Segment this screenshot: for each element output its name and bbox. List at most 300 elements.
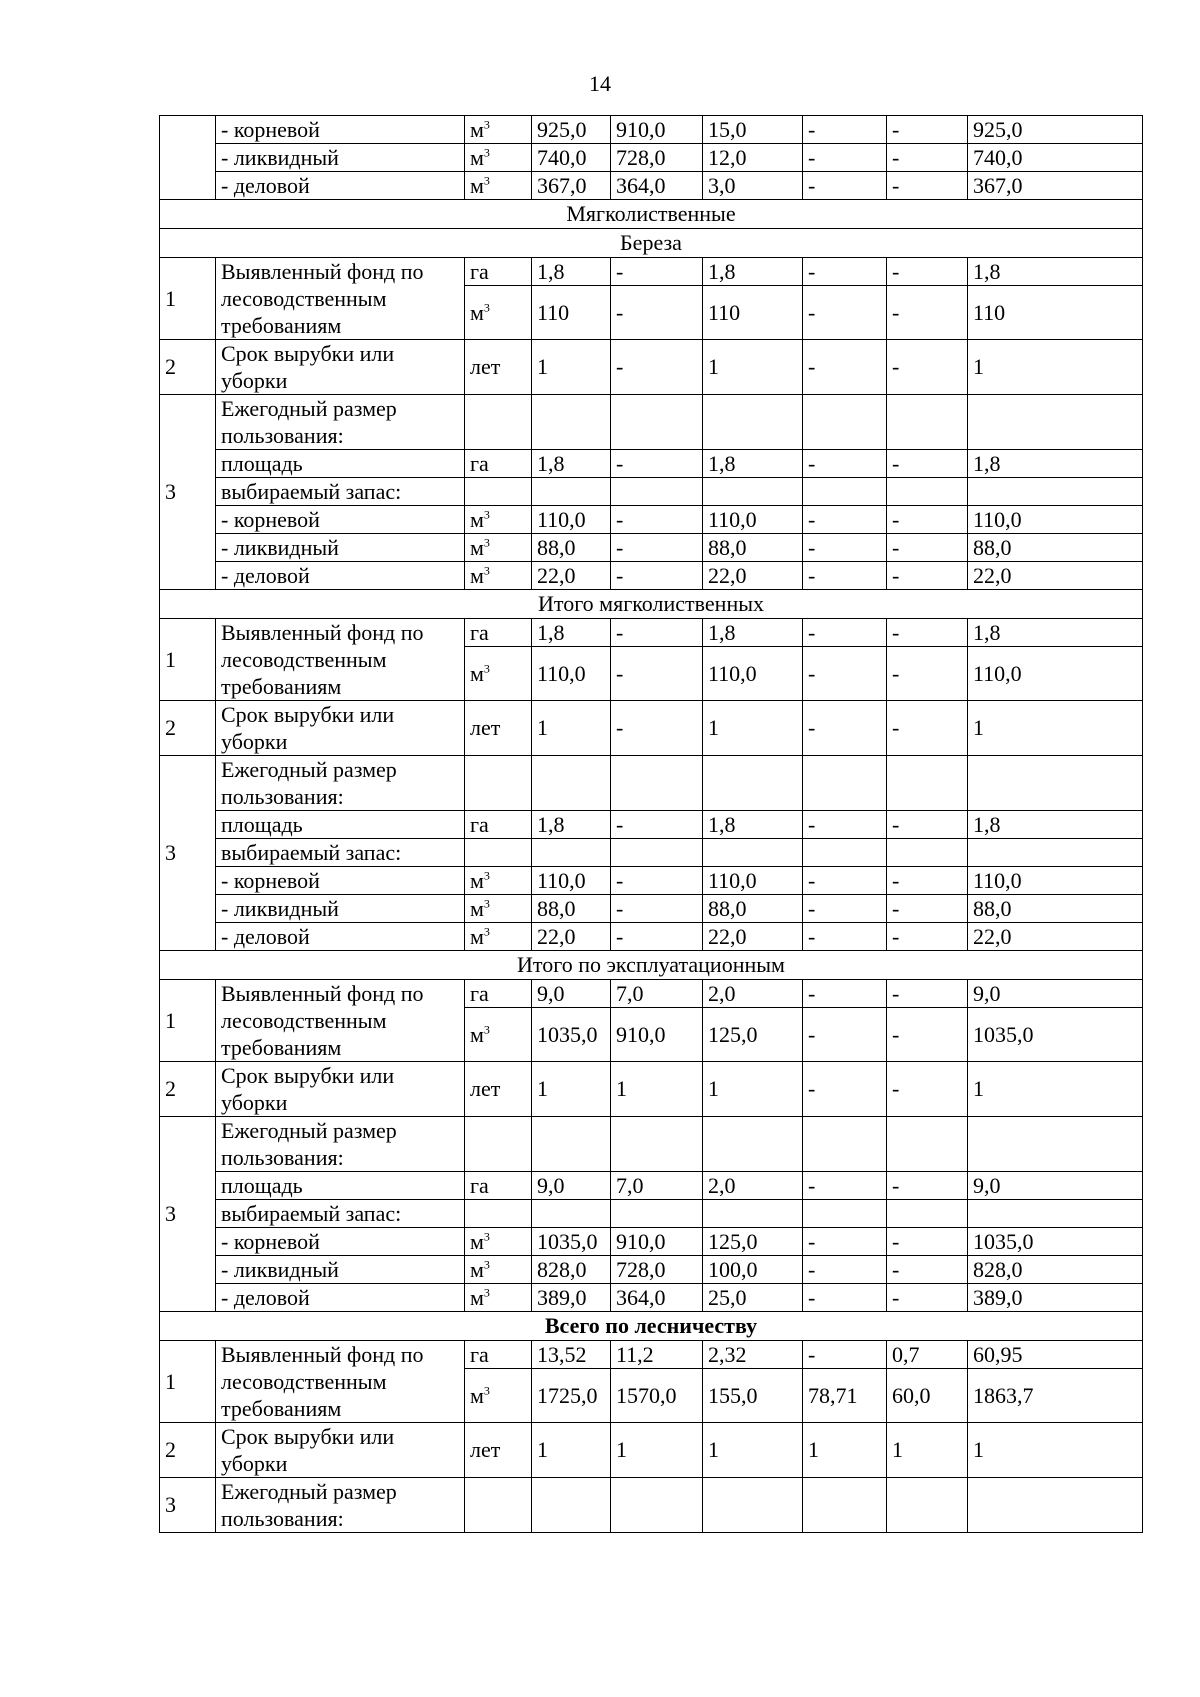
value-cell: 1 [532, 1062, 611, 1117]
value-cell: - [803, 144, 887, 172]
value-cell: 1,8 [532, 258, 611, 286]
table-row [160, 144, 1143, 172]
index-cell: 3 [160, 1117, 216, 1312]
empty-cell [887, 756, 968, 811]
label-cell: - деловой [216, 172, 465, 200]
empty-cell [532, 839, 611, 867]
value-cell: 728,0 [611, 1256, 703, 1284]
value-cell: 2,0 [703, 980, 803, 1008]
value-cell: 22,0 [703, 923, 803, 951]
value-cell: - [611, 923, 703, 951]
value-cell: 828,0 [968, 1256, 1143, 1284]
table-row [160, 1341, 1143, 1369]
value-cell: - [803, 172, 887, 200]
unit-cell: га [465, 1172, 532, 1200]
value-cell: 1,8 [968, 258, 1143, 286]
empty-cell [803, 1478, 887, 1533]
section-heading: Итого по эксплуатационным [160, 951, 1143, 980]
value-cell: - [887, 258, 968, 286]
unit-cell: лет [465, 1423, 532, 1478]
value-cell: 1,8 [968, 450, 1143, 478]
empty-cell [465, 478, 532, 506]
value-cell: 110,0 [532, 506, 611, 534]
forest-use-table [159, 115, 1143, 1533]
value-cell: - [803, 619, 887, 647]
unit-cell: $м^3$ [465, 534, 532, 562]
empty-cell [968, 756, 1143, 811]
table-row [160, 923, 1143, 951]
table-row [160, 980, 1143, 1008]
value-cell: 1 [887, 1423, 968, 1478]
value-cell: 9,0 [968, 1172, 1143, 1200]
empty-cell [465, 395, 532, 450]
index-cell: 3 [160, 395, 216, 590]
value-cell: 9,0 [532, 980, 611, 1008]
label-cell: - корневой [216, 1228, 465, 1256]
table-row [160, 395, 1143, 450]
value-cell: 9,0 [532, 1172, 611, 1200]
empty-cell [703, 395, 803, 450]
value-cell: 0,7 [887, 1341, 968, 1369]
value-cell: 110,0 [703, 647, 803, 701]
value-cell: 22,0 [532, 923, 611, 951]
value-cell: 367,0 [532, 172, 611, 200]
label-cell: - корневой [216, 867, 465, 895]
value-cell: 925,0 [532, 116, 611, 144]
value-cell: - [611, 647, 703, 701]
unit-cell: $м^3$ [465, 867, 532, 895]
value-cell: 1,8 [532, 811, 611, 839]
value-cell: - [803, 1341, 887, 1369]
label-cell: Выявленный фонд по лесоводственным требованиям [216, 980, 465, 1062]
label-cell: площадь [216, 1172, 465, 1200]
section-heading: Всего по лесничеству [160, 1312, 1143, 1341]
value-cell: - [611, 340, 703, 395]
table-row [160, 258, 1143, 286]
value-cell: - [887, 562, 968, 590]
empty-cell [611, 839, 703, 867]
value-cell: - [803, 258, 887, 286]
value-cell: - [611, 258, 703, 286]
empty-cell [703, 756, 803, 811]
value-cell: - [887, 450, 968, 478]
value-cell: 364,0 [611, 1284, 703, 1312]
value-cell: 1 [968, 1062, 1143, 1117]
value-cell: - [887, 1228, 968, 1256]
value-cell: - [611, 562, 703, 590]
value-cell: 1725,0 [532, 1369, 611, 1423]
page-number: 14 [589, 71, 611, 96]
empty-cell [703, 1117, 803, 1172]
value-cell: 110,0 [532, 647, 611, 701]
value-cell: 1,8 [532, 619, 611, 647]
value-cell: - [803, 1256, 887, 1284]
unit-cell: га [465, 811, 532, 839]
unit-cell: лет [465, 340, 532, 395]
label-cell: Срок вырубки или уборки [216, 1423, 465, 1478]
table-row [160, 1478, 1143, 1533]
value-cell: 15,0 [703, 116, 803, 144]
value-cell: 110,0 [703, 506, 803, 534]
empty-cell [703, 1200, 803, 1228]
value-cell: 1,8 [703, 258, 803, 286]
value-cell: 1 [968, 340, 1143, 395]
section-heading: Береза [160, 229, 1143, 258]
value-cell: - [887, 895, 968, 923]
table-row [160, 811, 1143, 839]
label-cell: Срок вырубки или уборки [216, 1062, 465, 1117]
value-cell: - [803, 923, 887, 951]
value-cell: 1 [532, 340, 611, 395]
unit-cell: $м^3$ [465, 116, 532, 144]
table-row [160, 1172, 1143, 1200]
value-cell: - [803, 1284, 887, 1312]
value-cell: 1,8 [703, 450, 803, 478]
value-cell: 110 [532, 286, 611, 340]
empty-cell [968, 839, 1143, 867]
value-cell: - [803, 286, 887, 340]
value-cell: - [887, 1256, 968, 1284]
label-cell: Срок вырубки или уборки [216, 701, 465, 756]
empty-cell [465, 1117, 532, 1172]
value-cell: 1,8 [703, 619, 803, 647]
value-cell: 110 [968, 286, 1143, 340]
empty-cell [611, 1200, 703, 1228]
value-cell: 389,0 [532, 1284, 611, 1312]
table-row [160, 506, 1143, 534]
value-cell: 110,0 [703, 867, 803, 895]
value-cell: - [803, 340, 887, 395]
value-cell: 1 [968, 701, 1143, 756]
index-cell: 2 [160, 701, 216, 756]
value-cell: - [611, 286, 703, 340]
value-cell: 740,0 [532, 144, 611, 172]
value-cell: 910,0 [611, 116, 703, 144]
value-cell: 1 [803, 1423, 887, 1478]
empty-cell [465, 756, 532, 811]
value-cell: 1 [703, 1062, 803, 1117]
empty-cell [532, 478, 611, 506]
value-cell: - [611, 811, 703, 839]
value-cell: 9,0 [968, 980, 1143, 1008]
label-cell: Выявленный фонд по лесоводственным требованиям [216, 258, 465, 340]
empty-cell [465, 1200, 532, 1228]
value-cell: 728,0 [611, 144, 703, 172]
empty-cell [703, 839, 803, 867]
table-row [160, 1200, 1143, 1228]
value-cell: 12,0 [703, 144, 803, 172]
unit-cell: $м^3$ [465, 144, 532, 172]
value-cell: 1,8 [532, 450, 611, 478]
value-cell: 110,0 [532, 867, 611, 895]
empty-cell [803, 839, 887, 867]
value-cell: 2,32 [703, 1341, 803, 1369]
value-cell: - [611, 450, 703, 478]
value-cell: - [803, 450, 887, 478]
unit-cell: $м^3$ [465, 286, 532, 340]
table-row [160, 895, 1143, 923]
unit-cell: га [465, 619, 532, 647]
value-cell: 3,0 [703, 172, 803, 200]
label-cell: - деловой [216, 562, 465, 590]
table-row [160, 340, 1143, 395]
empty-cell [803, 1117, 887, 1172]
empty-cell [611, 1117, 703, 1172]
unit-cell: лет [465, 701, 532, 756]
empty-cell [803, 756, 887, 811]
table-row [160, 701, 1143, 756]
value-cell: - [887, 980, 968, 1008]
empty-cell [611, 395, 703, 450]
index-cell: 1 [160, 258, 216, 340]
value-cell: - [803, 811, 887, 839]
value-cell: 1 [703, 701, 803, 756]
empty-cell [532, 1117, 611, 1172]
value-cell: 1863,7 [968, 1369, 1143, 1423]
index-cell [160, 116, 216, 200]
value-cell: - [611, 534, 703, 562]
empty-cell [887, 1478, 968, 1533]
empty-cell [611, 478, 703, 506]
label-cell: Срок вырубки или уборки [216, 340, 465, 395]
value-cell: 155,0 [703, 1369, 803, 1423]
value-cell: - [803, 867, 887, 895]
unit-cell: $м^3$ [465, 1008, 532, 1062]
label-cell: - деловой [216, 1284, 465, 1312]
value-cell: 828,0 [532, 1256, 611, 1284]
label-cell: выбираемый запас: [216, 478, 465, 506]
value-cell: - [887, 144, 968, 172]
value-cell: 1 [532, 1423, 611, 1478]
unit-cell: $м^3$ [465, 895, 532, 923]
value-cell: - [803, 647, 887, 701]
value-cell: 1035,0 [532, 1228, 611, 1256]
table-row [160, 951, 1143, 980]
value-cell: 88,0 [968, 534, 1143, 562]
value-cell: - [887, 1172, 968, 1200]
table-row [160, 1117, 1143, 1172]
empty-cell [887, 395, 968, 450]
table-row [160, 1423, 1143, 1478]
table-row [160, 1062, 1143, 1117]
label-cell: площадь [216, 450, 465, 478]
value-cell: 1 [611, 1423, 703, 1478]
empty-cell [968, 1478, 1143, 1533]
value-cell: - [887, 1008, 968, 1062]
value-cell: - [887, 811, 968, 839]
value-cell: 60,0 [887, 1369, 968, 1423]
empty-cell [968, 478, 1143, 506]
value-cell: - [611, 701, 703, 756]
label-cell: - ликвидный [216, 144, 465, 172]
value-cell: - [611, 895, 703, 923]
value-cell: 367,0 [968, 172, 1143, 200]
value-cell: 13,52 [532, 1341, 611, 1369]
value-cell: 910,0 [611, 1228, 703, 1256]
label-cell: - ликвидный [216, 895, 465, 923]
label-cell: Выявленный фонд по лесоводственным требованиям [216, 1341, 465, 1423]
value-cell: - [803, 534, 887, 562]
label-cell: - ликвидный [216, 534, 465, 562]
value-cell: 1,8 [703, 811, 803, 839]
index-cell: 1 [160, 980, 216, 1062]
value-cell: 88,0 [703, 895, 803, 923]
table-row [160, 590, 1143, 619]
empty-cell [465, 1478, 532, 1533]
value-cell: - [803, 980, 887, 1008]
empty-cell [968, 395, 1143, 450]
table-body [160, 116, 1143, 1533]
label-cell: площадь [216, 811, 465, 839]
label-cell: Ежегодный размер пользования: [216, 1117, 465, 1172]
value-cell: 389,0 [968, 1284, 1143, 1312]
table-row [160, 1228, 1143, 1256]
value-cell: 110,0 [968, 506, 1143, 534]
value-cell: 110 [703, 286, 803, 340]
value-cell: 110,0 [968, 647, 1143, 701]
value-cell: - [803, 1008, 887, 1062]
value-cell: - [611, 506, 703, 534]
empty-cell [968, 1200, 1143, 1228]
value-cell: - [887, 506, 968, 534]
value-cell: 1 [703, 340, 803, 395]
section-heading: Мягколиственные [160, 200, 1143, 229]
empty-cell [968, 1117, 1143, 1172]
value-cell: - [887, 172, 968, 200]
empty-cell [803, 395, 887, 450]
label-cell: - деловой [216, 923, 465, 951]
index-cell: 3 [160, 756, 216, 951]
value-cell: 22,0 [968, 923, 1143, 951]
value-cell: - [887, 867, 968, 895]
value-cell: - [887, 286, 968, 340]
empty-cell [532, 395, 611, 450]
value-cell: 1570,0 [611, 1369, 703, 1423]
empty-cell [887, 478, 968, 506]
value-cell: 7,0 [611, 1172, 703, 1200]
value-cell: - [803, 895, 887, 923]
unit-cell: $м^3$ [465, 562, 532, 590]
unit-cell: $м^3$ [465, 923, 532, 951]
index-cell: 2 [160, 340, 216, 395]
value-cell: 364,0 [611, 172, 703, 200]
value-cell: - [611, 867, 703, 895]
value-cell: 22,0 [703, 562, 803, 590]
label-cell: - корневой [216, 116, 465, 144]
value-cell: 1 [703, 1423, 803, 1478]
empty-cell [532, 756, 611, 811]
unit-cell: га [465, 980, 532, 1008]
label-cell: Ежегодный размер пользования: [216, 756, 465, 811]
unit-cell: $м^3$ [465, 1284, 532, 1312]
value-cell: - [803, 116, 887, 144]
value-cell: 88,0 [703, 534, 803, 562]
empty-cell [611, 756, 703, 811]
value-cell: - [803, 1228, 887, 1256]
empty-cell [887, 839, 968, 867]
value-cell: 910,0 [611, 1008, 703, 1062]
value-cell: - [803, 506, 887, 534]
value-cell: 25,0 [703, 1284, 803, 1312]
value-cell: 22,0 [968, 562, 1143, 590]
value-cell: 7,0 [611, 980, 703, 1008]
empty-cell [803, 478, 887, 506]
empty-cell [703, 478, 803, 506]
table-row [160, 619, 1143, 647]
value-cell: 740,0 [968, 144, 1143, 172]
unit-cell: $м^3$ [465, 1369, 532, 1423]
value-cell: 22,0 [532, 562, 611, 590]
section-heading: Итого мягколиственных [160, 590, 1143, 619]
index-cell: 1 [160, 1341, 216, 1423]
value-cell: - [887, 116, 968, 144]
value-cell: 88,0 [532, 534, 611, 562]
value-cell: 1 [532, 701, 611, 756]
value-cell: 125,0 [703, 1228, 803, 1256]
index-cell: 3 [160, 1478, 216, 1533]
value-cell: - [803, 1062, 887, 1117]
table-row [160, 562, 1143, 590]
table-row [160, 867, 1143, 895]
value-cell: 78,71 [803, 1369, 887, 1423]
empty-cell [532, 1200, 611, 1228]
label-cell: Ежегодный размер пользования: [216, 1478, 465, 1533]
value-cell: - [887, 1062, 968, 1117]
unit-cell: $м^3$ [465, 172, 532, 200]
value-cell: 110,0 [968, 867, 1143, 895]
unit-cell: $м^3$ [465, 506, 532, 534]
value-cell: - [887, 340, 968, 395]
value-cell: 60,95 [968, 1341, 1143, 1369]
table-row [160, 450, 1143, 478]
label-cell: Ежегодный размер пользования: [216, 395, 465, 450]
unit-cell: $м^3$ [465, 1228, 532, 1256]
table-row [160, 1284, 1143, 1312]
table-row [160, 839, 1143, 867]
value-cell: - [887, 701, 968, 756]
empty-cell [887, 1117, 968, 1172]
label-cell: выбираемый запас: [216, 1200, 465, 1228]
value-cell: 2,0 [703, 1172, 803, 1200]
value-cell: - [887, 923, 968, 951]
index-cell: 2 [160, 1423, 216, 1478]
value-cell: - [887, 534, 968, 562]
index-cell: 1 [160, 619, 216, 701]
value-cell: 125,0 [703, 1008, 803, 1062]
label-cell: Выявленный фонд по лесоводственным требованиям [216, 619, 465, 701]
value-cell: 1 [611, 1062, 703, 1117]
table-row [160, 116, 1143, 144]
unit-cell: га [465, 450, 532, 478]
value-cell: 11,2 [611, 1341, 703, 1369]
empty-cell [465, 839, 532, 867]
value-cell: - [611, 619, 703, 647]
empty-cell [803, 1200, 887, 1228]
value-cell: 925,0 [968, 116, 1143, 144]
unit-cell: га [465, 258, 532, 286]
value-cell: 88,0 [968, 895, 1143, 923]
value-cell: - [887, 647, 968, 701]
value-cell: - [803, 1172, 887, 1200]
value-cell: 1 [968, 1423, 1143, 1478]
label-cell: выбираемый запас: [216, 839, 465, 867]
value-cell: 1035,0 [532, 1008, 611, 1062]
value-cell: - [887, 619, 968, 647]
table-row [160, 229, 1143, 258]
empty-cell [532, 1478, 611, 1533]
unit-cell: га [465, 1341, 532, 1369]
value-cell: - [803, 701, 887, 756]
